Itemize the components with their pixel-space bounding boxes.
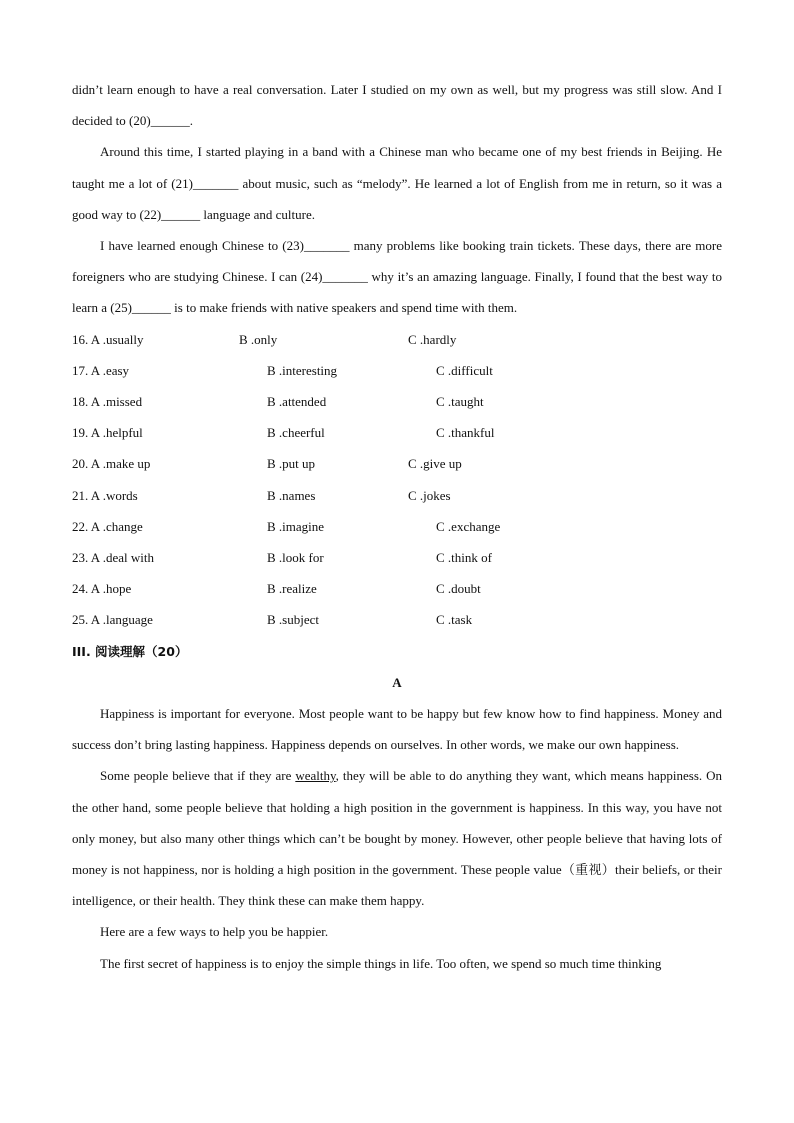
answer-options [72, 324, 722, 636]
option-c: C .give up [408, 456, 462, 472]
option-c: C .hardly [408, 331, 457, 347]
option-row [72, 604, 722, 635]
option-c: C .think of [436, 549, 492, 565]
option-a: 25. A .language [72, 612, 153, 628]
cloze-paragraph-1: didn’t learn enough to have a real conversation. Later I studied on my own as well, but my progress was still slow. And I decided to (20)______. [72, 82, 722, 129]
passage-label: A [392, 674, 402, 690]
option-c: C .taught [436, 394, 484, 409]
option-row [72, 324, 722, 355]
page-content [72, 74, 722, 979]
cloze-paragraph-2: Around this time, I started playing in a band with a Chinese man who became one of my best friends in Beijing. He taught me a lot of (21)_______ about music, such as “melody”. He learned a lot of English from me in return, so it was a good way to (22)______ language and culture. [72, 144, 722, 222]
section-title: III. 阅读理解（20） [72, 643, 188, 659]
option-a: 22. A .change [72, 518, 143, 534]
option-a: 19. A .helpful [72, 425, 143, 441]
option-b: B .subject [267, 612, 319, 628]
option-row [72, 386, 722, 417]
option-row [72, 448, 722, 479]
option-b: B .attended [267, 394, 327, 409]
option-b: B .interesting [267, 362, 338, 378]
option-b: B .names [267, 487, 316, 503]
option-c: C .task [436, 612, 473, 628]
option-a: 17. A .easy [72, 362, 130, 378]
option-c: C .exchange [436, 518, 501, 534]
option-a: 18. A .missed [72, 394, 143, 409]
option-b: B .realize [267, 581, 317, 597]
option-a: 21. A .words [72, 487, 138, 503]
option-a: 24. A .hope [72, 581, 132, 597]
option-c: C .thankful [436, 425, 495, 441]
option-b: B .look for [267, 549, 324, 565]
reading-paragraph-2 [72, 760, 722, 916]
option-a: 16. A .usually [72, 331, 144, 347]
option-b: B .only [239, 331, 278, 347]
option-c: C .jokes [408, 487, 451, 503]
option-row [72, 355, 722, 386]
option-b: B .imagine [267, 518, 325, 534]
reading-p2-after: , they will be able to do anything they want, which means happiness. On the other hand, some people believe that holding a high position in the government is happiness. In this way, you have not only money, but also many other things which can’t be bought by money. However, other people believe that having lots of money is not happiness, nor is holding a high position in the government. These people value（重视）their beliefs, or their intelligence, or their health. They think these can make them happy. [72, 768, 722, 909]
reading-paragraph-1: Happiness is important for everyone. Most people want to be happy but few know how to find happiness. Money and success don’t bring lasting happiness. Happiness depends on ourselves. In other words, we make our own happiness. [72, 705, 722, 753]
cloze-paragraph-3: I have learned enough Chinese to (23)_______ many problems like booking train tickets. These days, there are more foreigners who are studying Chinese. I can (24)_______ why it’s an amazing language. Finally, I found that the best way to learn a (25)______ is to make friends with native speakers and spend time with them. [72, 238, 722, 316]
option-c: C .doubt [436, 581, 481, 597]
option-row [72, 417, 722, 448]
option-b: B .put up [267, 456, 316, 472]
option-b: B .cheerful [267, 425, 325, 441]
reading-paragraph-4: The first secret of happiness is to enjoy the simple things in life. Too often, we spend so much time thinking [100, 955, 662, 971]
option-row [72, 542, 722, 573]
reading-p2-before: Some people believe that if they are [100, 768, 296, 784]
option-row [72, 573, 722, 604]
option-row [72, 480, 722, 511]
option-a: 20. A .make up [72, 456, 151, 472]
option-c: C .difficult [436, 362, 493, 378]
option-row [72, 511, 722, 542]
reading-paragraph-3: Here are a few ways to help you be happier. [100, 924, 329, 940]
underlined-word: wealthy [295, 768, 336, 784]
option-a: 23. A .deal with [72, 549, 154, 565]
